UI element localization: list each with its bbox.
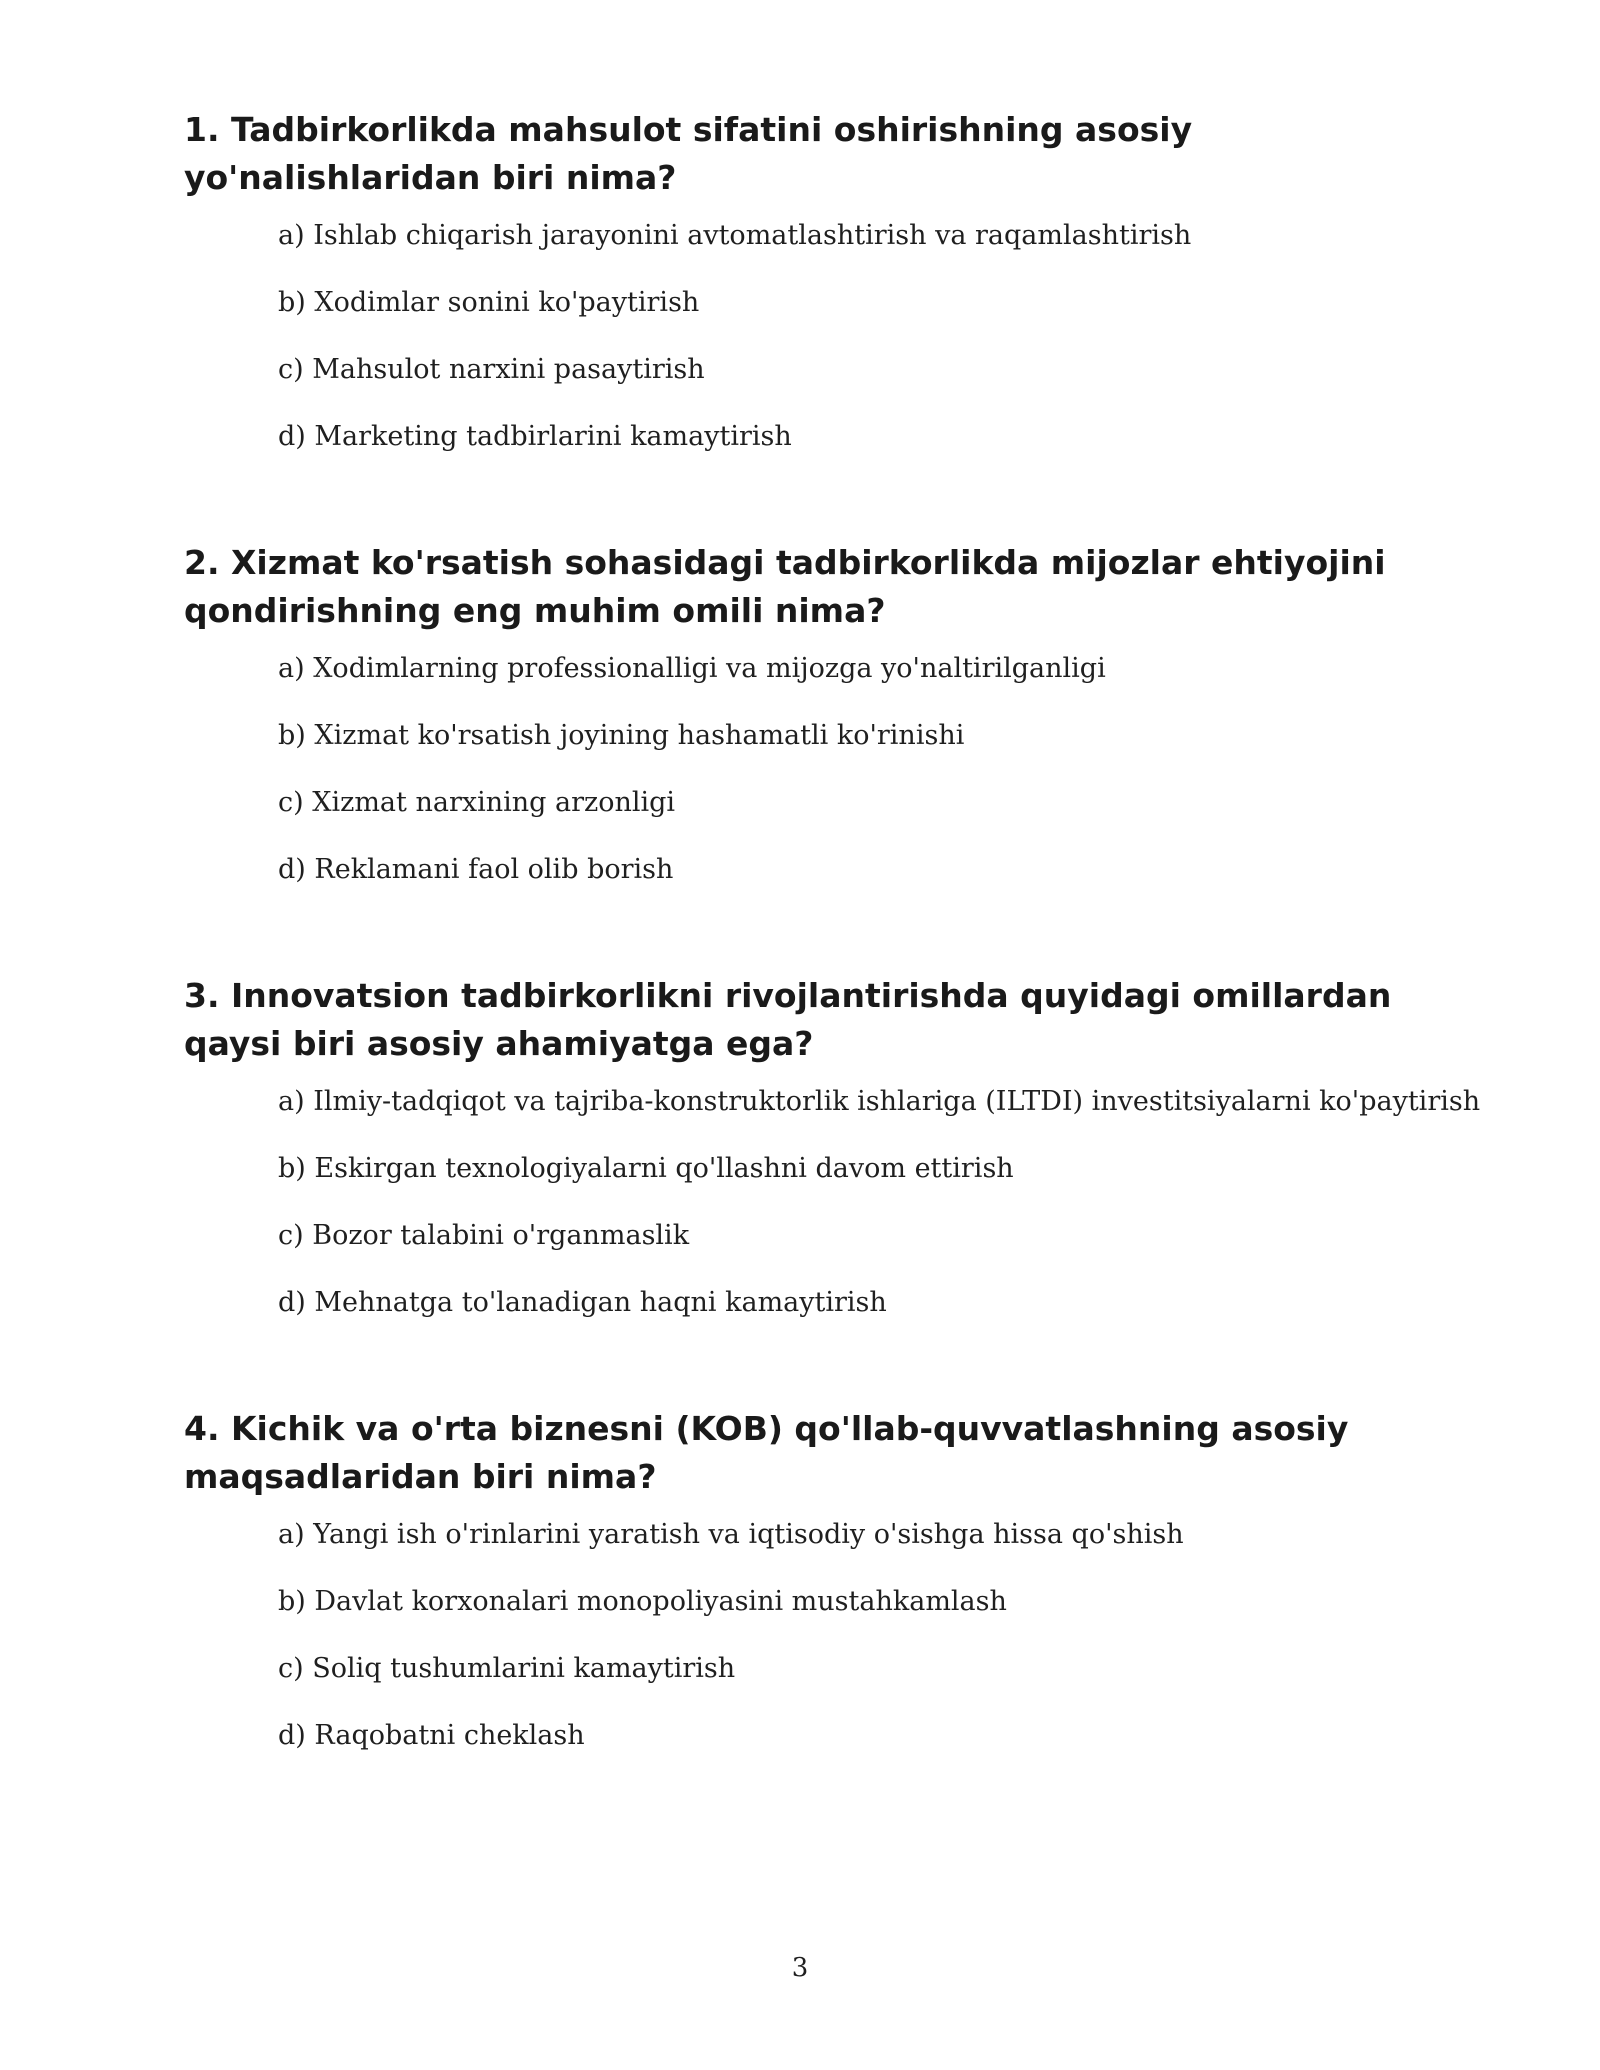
option-a: a) Ishlab chiqarish jarayonini avtomatlashtirish va raqamlashtirish: [278, 220, 1192, 251]
option-c: c) Mahsulot narxini pasaytirish: [278, 354, 705, 385]
option-list: [184, 651, 1434, 888]
option-c: c) Soliq tushumlarini kamaytirish: [278, 1653, 736, 1684]
option-d: d) Raqobatni cheklash: [278, 1720, 585, 1751]
question-1: [184, 106, 1434, 455]
option-list: [184, 218, 1434, 455]
quiz-content: [184, 106, 1481, 1838]
option-c: c) Bozor talabini o'rganmaslik: [278, 1220, 690, 1251]
option-list: [184, 1084, 1481, 1321]
option-d: d) Mehnatga to'lanadigan haqni kamaytirish: [278, 1287, 887, 1318]
option-d: d) Marketing tadbirlarini kamaytirish: [278, 421, 792, 452]
question-2: [184, 539, 1434, 888]
question-3: [184, 972, 1481, 1321]
question-title: 1. Tadbirkorlikda mahsulot sifatini oshirishning asosiy yo'nalishlaridan biri nima?: [184, 110, 1193, 197]
question-title: 3. Innovatsion tadbirkorlikni rivojlantirishda quyidagi omillardan qaysi biri asosiy ahamiyatga ega?: [184, 976, 1392, 1063]
option-c: c) Xizmat narxining arzonligi: [278, 787, 676, 818]
option-b: b) Eskirgan texnologiyalarni qo'llashni davom ettirish: [278, 1153, 1014, 1184]
option-b: b) Davlat korxonalari monopoliyasini mustahkamlash: [278, 1586, 1007, 1617]
option-a: a) Ilmiy-tadqiqot va tajriba-konstruktorlik ishlariga (ILTDI) investitsiyalarni ko'paytirish: [278, 1086, 1481, 1117]
question-4: [184, 1405, 1434, 1754]
option-b: b) Xodimlar sonini ko'paytirish: [278, 287, 700, 318]
page-number: 3: [791, 1953, 809, 1983]
question-title: 2. Xizmat ko'rsatish sohasidagi tadbirkorlikda mijozlar ehtiyojini qondirishning eng muhim omili nima?: [184, 543, 1386, 630]
option-b: b) Xizmat ko'rsatish joyining hashamatli ko'rinishi: [278, 720, 965, 751]
option-d: d) Reklamani faol olib borish: [278, 854, 674, 885]
option-list: [184, 1517, 1434, 1754]
question-title: 4. Kichik va o'rta biznesni (KOB) qo'llab-quvvatlashning asosiy maqsadlaridan biri nima?: [184, 1409, 1349, 1496]
option-a: a) Xodimlarning professionalligi va mijozga yo'naltirilganligi: [278, 653, 1106, 684]
option-a: a) Yangi ish o'rinlarini yaratish va iqtisodiy o'sishga hissa qo'shish: [278, 1519, 1184, 1550]
